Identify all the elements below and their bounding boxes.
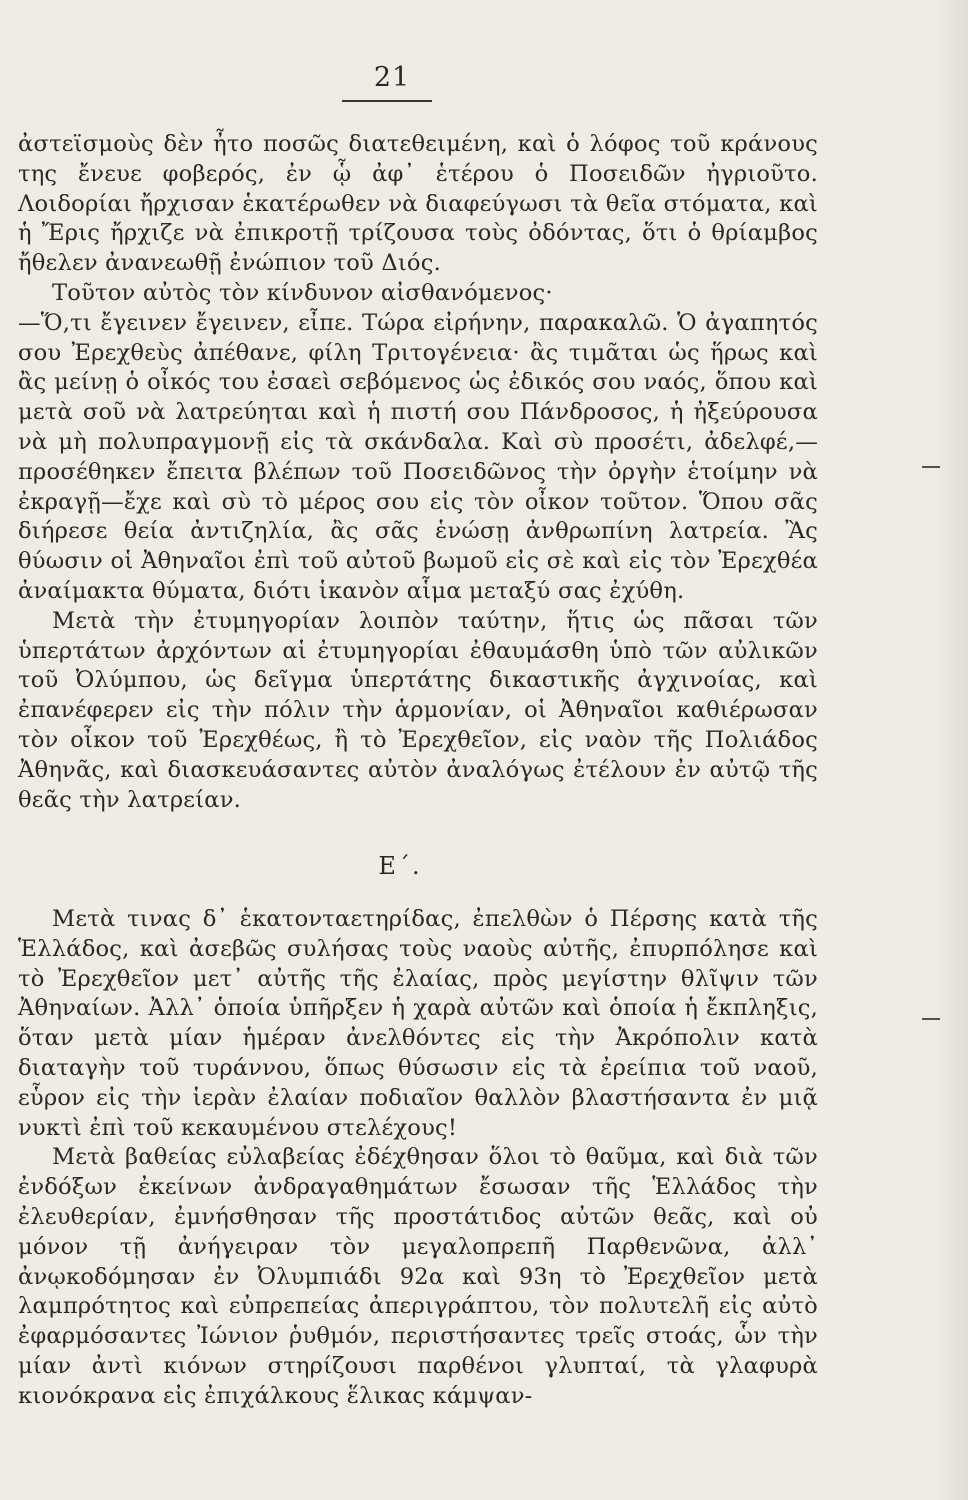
text-block-bottom: [18, 905, 818, 1412]
paragraph-verdict: Μετὰ τὴν ἐτυμηγορίαν λοιπὸν ταύτην, ἥτις ὡς πᾶσαι τῶν ὑπερτάτων ἀρχόντων αἱ ἐτυμηγορίαι ἐθαυμάσθη ὑπὸ τῶν αὐλικῶν τοῦ Ὀλύμπου, ὡς δεῖγμα ὑπερτάτης δικαστικῆς ἀγχινοίας, καὶ ἐπανέφερεν εἰς τὴν πόλιν τὴν ἁρμονίαν, οἱ Ἀθηναῖοι καθιέρωσαν τὸν οἶκον τοῦ Ἐρεχθέως, ἢ τὸ Ἐρεχθεῖον, εἰς ναὸν τῆς Πολιάδος Ἀθηνᾶς, καὶ διασκευάσαντες αὐτὸν ἀναλόγως ἐτέλουν ἐν αὐτῷ τῆς θεᾶς τὴν λατρείαν.: [18, 607, 818, 813]
paragraph-speech: —Ὅ,τι ἔγεινεν ἔγεινεν, εἶπε. Τώρα εἰρήνην, παρακαλῶ. Ὁ ἀγαπητός σου Ἐρεχθεὺς ἀπέθανε, φίλη Τριτογένεια· ἂς τιμᾶται ὡς ἥρως καὶ ἂς μείνῃ ὁ οἶκός του ἐσαεὶ σεβόμενος ὡς ἐδικός σου ναός, ὅπου καὶ μετὰ σοῦ νὰ λατρεύηται καὶ ἡ πιστή σου Πάνδροσος, ἡ ἠξεύρουσα νὰ μὴ πολυπραγμονῇ εἰς τὰ σκάνδαλα. Καὶ σὺ προσέτι, ἀδελφέ,—προσέθηκεν ἔπειτα βλέπων τοῦ Ποσειδῶνος τὴν ὀργὴν ἑτοίμην νὰ ἐκραγῇ—ἔχε καὶ σὺ τὸ μέρος σου εἰς τὸν οἶκον τοῦτον. Ὅπου σᾶς διήρεσε θεία ἀντιζηλία, ἂς σᾶς ἑνώσῃ ἀνθρωπίνη λατρεία. Ἂς θύωσιν οἱ Ἀθηναῖοι ἐπὶ τοῦ αὐτοῦ βωμοῦ εἰς σὲ καὶ εἰς τὸν Ἐρεχθέα ἀναίμακτα θύματα, διότι ἱκανὸν αἷμα μεταξύ σας ἐχύθη.: [18, 309, 818, 604]
paragraph-intro-speech: Τοῦτον αὐτὸς τὸν κίνδυνον αἰσθανόμενος·: [52, 279, 553, 306]
paragraph-continuation: ἀστεϊσμοὺς δὲν ἦτο ποσῶς διατεθειμένη, καὶ ὁ λόφος τοῦ κράνους της ἔνευε φοβερός, ἐν ᾧ ἀφ᾽ ἑτέρου ὁ Ποσειδῶν ἠγριοῦτο. Λοιδορίαι ἤρχισαν ἑκατέρωθεν νὰ διαφεύγωσι τὰ θεῖα στόματα, καὶ ἡ Ἔρις ἤρχιζε νὰ ἐπικροτῇ τρίζουσα τοὺς ὀδόντας, ὅτι ὁ θρίαμβος ἤθελεν ἀνανεωθῇ ἐνώπιον τοῦ Διός.: [18, 131, 818, 277]
paragraph-persian-invasion: Μετὰ τινας δ᾽ ἑκατονταετηρίδας, ἐπελθὼν ὁ Πέρσης κατὰ τῆς Ἑλλάδος, καὶ ἀσεβῶς συλήσας τοὺς ναοὺς αὐτῆς, ἐπυρπόλησε καὶ τὸ Ἐρεχθεῖον μετ᾽ αὐτῆς τῆς ἐλαίας, πρὸς μεγίστην θλῖψιν τῶν Ἀθηναίων. Ἀλλ᾽ ὁποία ὑπῆρξεν ἡ χαρὰ αὐτῶν καὶ ὁποία ἡ ἔκπληξις, ὅταν μετὰ μίαν ἡμέραν ἀνελθόντες εἰς τὴν Ἀκρόπολιν κατὰ διαταγὴν τοῦ τυράννου, ὅπως θύσωσιν εἰς τὰ ἐρείπια τοῦ ναοῦ, εὗρον εἰς τὴν ἱερὰν ἐλαίαν ποδιαῖον θαλλὸν βλαστήσαντα ἐν μιᾷ νυκτὶ ἐπὶ τοῦ κεκαυμένου στελέχους!: [18, 906, 818, 1141]
page-edge-shadow: [932, 0, 968, 1500]
margin-pencil-tick: [922, 466, 940, 468]
page-number-rule: [342, 100, 432, 102]
paragraph-reconstruction: Μετὰ βαθείας εὐλαβείας ἐδέχθησαν ὅλοι τὸ θαῦμα, καὶ διὰ τῶν ἐνδόξων ἐκείνων ἀνδραγαθημάτων ἔσωσαν τῆς Ἑλλάδος τὴν ἐλευθερίαν, ἐμνήσθησαν τῆς προστάτιδος αὐτῶν θεᾶς, καὶ οὐ μόνον τῇ ἀνήγειραν τὸν μεγαλοπρεπῆ Παρθενῶνα, ἀλλ᾽ ἀνῳκοδόμησαν ἐν Ὀλυμπιάδι 92α καὶ 93η τὸ Ἐρεχθεῖον μετὰ λαμπρότητος καὶ εὐπρεπείας ἀπεριγράπτου, τὸν πολυτελῆ εἰς αὐτὸ ἐφαρμόσαντες Ἰώνιον ῥυθμόν, περιστήσαντες τρεῖς στοάς, ὧν τὴν μίαν ἀντὶ κιόνων στηρίζουσι παρθένοι γλυπταί, τὰ γλαφυρὰ κιονόκρανα εἰς ἐπιχάλκους ἕλικας κάμψαν-: [18, 1144, 818, 1409]
margin-pencil-tick: [922, 1018, 940, 1020]
section-heading: Ε΄.: [378, 852, 422, 880]
page-number: 21: [373, 62, 411, 93]
text-block-top: [18, 130, 818, 815]
